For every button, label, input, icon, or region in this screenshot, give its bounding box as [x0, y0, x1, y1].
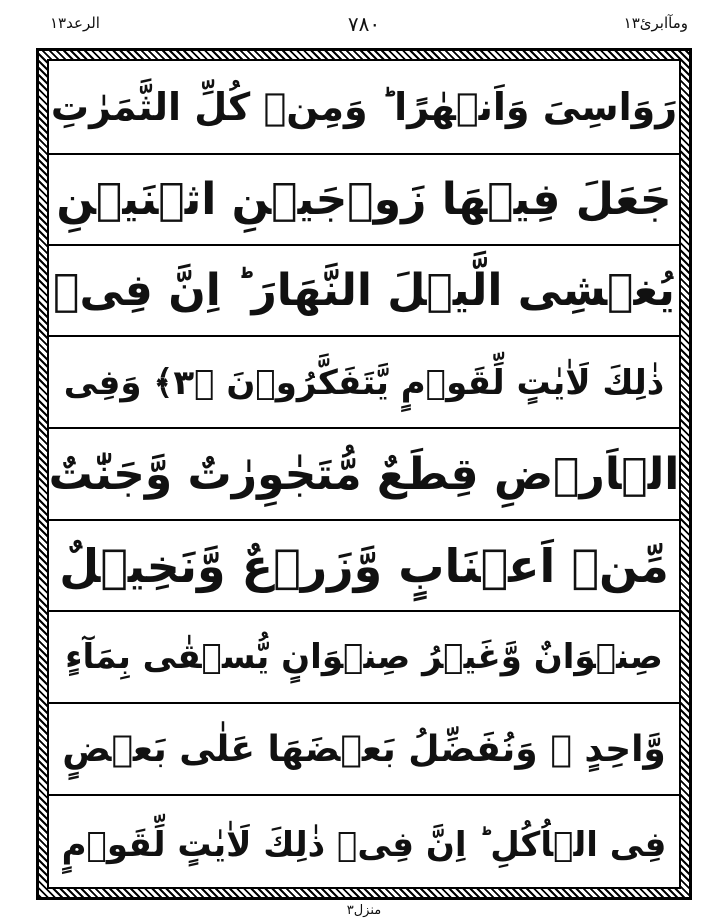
page-header — [0, 0, 728, 46]
manzil-marker: منزل۳ — [346, 903, 382, 918]
verse-line-6: مِّنۡ اَعۡنَابٍ وَّزَرۡعٌ وَّنَخِیۡلٌ — [49, 521, 679, 612]
verse-line-9: فِی الۡاُكُلِ ؕ اِنَّ فِیۡ ذٰلِكَ لَاٰیٰتٍ لِّقَوۡمٍ — [61, 824, 667, 865]
surah-label: الرعد۱۳ — [50, 14, 100, 32]
verse-lines — [49, 61, 679, 887]
para-label: ومآابرئ۱۳ — [623, 14, 688, 32]
verse-line-5: الۡاَرۡضِ قِطَعٌ مُّتَجٰوِرٰتٌ وَّجَنّٰتٌ — [49, 429, 679, 521]
verse-line-2: جَعَلَ فِیۡهَا زَوۡجَیۡنِ اثۡنَیۡنِ — [49, 155, 679, 246]
text-panel — [47, 59, 681, 889]
verse-line-3: یُغۡشِی الَّیۡلَ النَّهَارَ ؕ اِنَّ فِیۡ — [49, 246, 679, 337]
page-number: ۷۸۰ — [347, 12, 381, 36]
verse-line-1: رَوَاسِیَ وَاَنۡهٰرًا ؕ وَمِنۡ كُلِّ الثَّمَرٰتِ — [49, 61, 679, 155]
verse-line-8: وَّاحِدٍ ۟ وَنُفَضِّلُ بَعۡضَهَا عَلٰی بَعۡضٍ — [49, 704, 679, 796]
verse-line-7: صِنۡوَانٌ وَّغَیۡرُ صِنۡوَانٍ یُّسۡقٰی بِمَآءٍ — [49, 612, 679, 704]
decorative-border — [36, 48, 692, 900]
verse-line-4: ذٰلِكَ لَاٰیٰتٍ لِّقَوۡمٍ یَّتَفَكَّرُوۡنَ ﴿۳﴾ وَفِی — [49, 337, 679, 429]
